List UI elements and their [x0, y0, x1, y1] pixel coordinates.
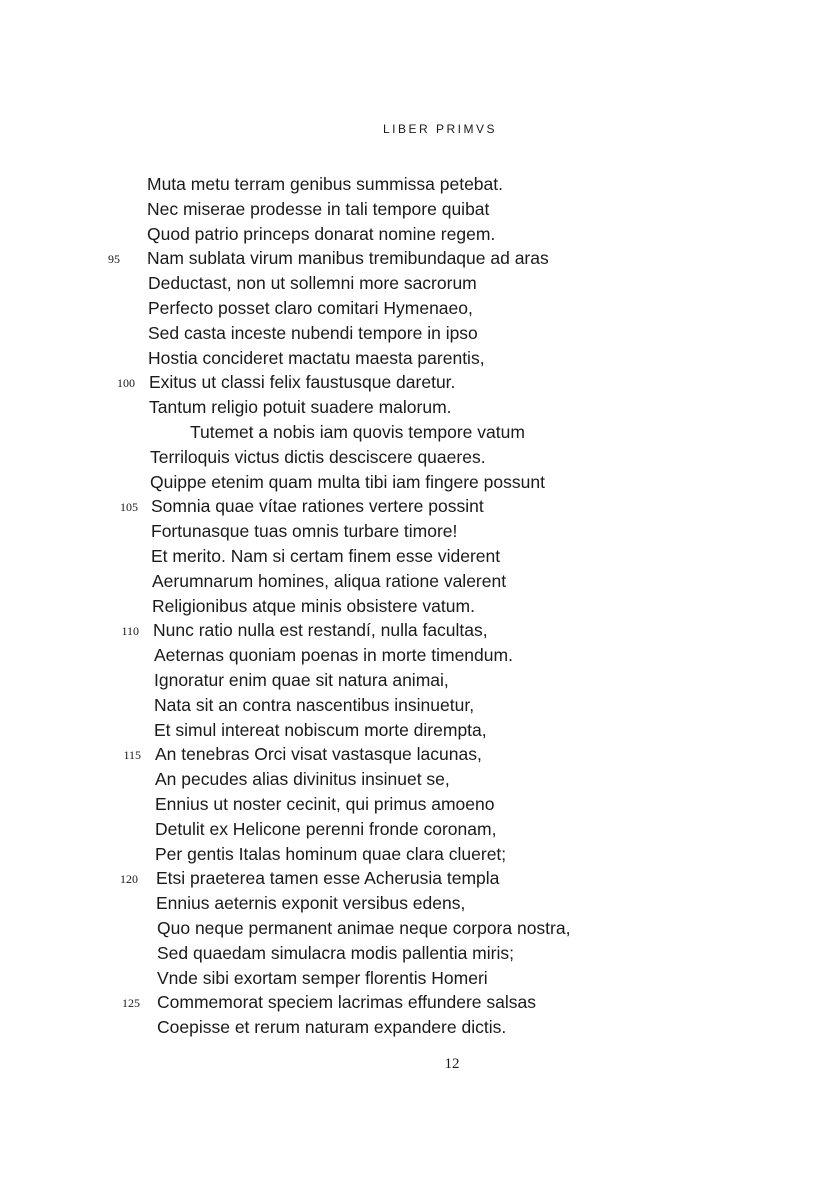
line-number: 105	[120, 500, 138, 515]
verse-text: Ennius aeternis exponit versibus edens,	[156, 893, 466, 914]
verse-text: Aerumnarum homines, aliqua ratione valerent	[152, 570, 507, 591]
verse-line	[0, 271, 840, 296]
page-number: 12	[444, 1056, 460, 1072]
verse-block	[0, 172, 840, 1040]
verse-text: Commemorat speciem lacrimas effundere salsas	[157, 992, 536, 1013]
verse-line	[0, 891, 840, 916]
verse-line	[0, 643, 840, 668]
verse-text: Perfecto posset claro comitari Hymenaeo,	[148, 297, 473, 318]
verse-text: Per gentis Italas hominum quae clara clueret;	[155, 843, 507, 864]
verse-text: Terriloquis victus dictis desciscere quaeres.	[150, 446, 486, 467]
line-number: 115	[123, 748, 141, 763]
verse-line	[0, 370, 840, 395]
verse-line	[0, 395, 840, 420]
verse-line	[0, 445, 840, 470]
verse-line	[0, 966, 840, 991]
verse-text: Nunc ratio nulla est restandí, nulla facultas,	[153, 620, 488, 641]
verse-line	[0, 519, 840, 544]
verse-text: Tantum religio potuit suadere malorum.	[149, 397, 452, 418]
line-number: 95	[108, 252, 120, 267]
verse-text: Coepisse et rerum naturam expandere dictis.	[157, 1017, 507, 1038]
verse-line	[0, 1015, 840, 1040]
verse-line	[0, 990, 840, 1015]
verse-line	[0, 668, 840, 693]
verse-text: An pecudes alias divinitus insinuet se,	[155, 769, 450, 790]
verse-text: Tutemet a nobis iam quovis tempore vatum	[190, 421, 525, 442]
line-number: 100	[117, 376, 135, 391]
verse-line	[0, 817, 840, 842]
verse-line	[0, 866, 840, 891]
verse-line	[0, 792, 840, 817]
verse-line	[0, 172, 840, 197]
verse-text: Fortunasque tuas omnis turbare timore!	[151, 521, 458, 542]
verse-text: Nata sit an contra nascentibus insinuetur,	[154, 694, 475, 715]
verse-text: Vnde sibi exortam semper florentis Homeri	[157, 967, 488, 988]
verse-line	[0, 420, 840, 445]
verse-line	[0, 842, 840, 867]
verse-line	[0, 569, 840, 594]
verse-text: Somnia quae vítae rationes vertere possint	[151, 496, 484, 517]
verse-text: Religionibus atque minis obsistere vatum.	[152, 595, 475, 616]
verse-text: Deductast, non ut sollemni more sacrorum	[148, 273, 477, 294]
verse-text: Nec miserae prodesse in tali tempore quibat	[147, 198, 490, 219]
verse-line	[0, 742, 840, 767]
verse-text: Quod patrio princeps donarat nomine regem.	[147, 223, 496, 244]
verse-line	[0, 346, 840, 371]
line-number: 120	[120, 872, 138, 887]
verse-text: Detulit ex Helicone perenni fronde coronam,	[155, 818, 497, 839]
verse-line	[0, 296, 840, 321]
line-number: 125	[122, 996, 140, 1011]
verse-line	[0, 941, 840, 966]
verse-text: Ignoratur enim quae sit natura animai,	[154, 669, 449, 690]
verse-text: Ennius ut noster cecinit, qui primus amoeno	[155, 793, 495, 814]
verse-line	[0, 222, 840, 247]
verse-text: Etsi praeterea tamen esse Acherusia templa	[156, 868, 500, 889]
verse-line	[0, 618, 840, 643]
line-number: 110	[121, 624, 139, 639]
verse-text: Nam sublata virum manibus tremibundaque ad aras	[147, 248, 549, 269]
verse-line	[0, 594, 840, 619]
verse-line	[0, 544, 840, 569]
verse-line	[0, 718, 840, 743]
verse-text: Et merito. Nam si certam finem esse viderent	[151, 545, 501, 566]
verse-text: Quo neque permanent animae neque corpora nostra,	[157, 917, 571, 938]
verse-text: Aeternas quoniam poenas in morte timendum.	[154, 645, 513, 666]
running-head: LIBER PRIMVS	[382, 122, 498, 136]
verse-line	[0, 470, 840, 495]
verse-line	[0, 197, 840, 222]
verse-line	[0, 321, 840, 346]
verse-text: Et simul intereat nobiscum morte dirempta,	[154, 719, 487, 740]
verse-line	[0, 916, 840, 941]
verse-text: An tenebras Orci visat vastasque lacunas,	[155, 744, 482, 765]
verse-line	[0, 693, 840, 718]
verse-text: Sed casta inceste nubendi tempore in ipso	[148, 322, 478, 343]
verse-line	[0, 494, 840, 519]
verse-line	[0, 767, 840, 792]
verse-text: Exitus ut classi felix faustusque daretur.	[149, 372, 456, 393]
verse-text: Sed quaedam simulacra modis pallentia miris;	[157, 942, 514, 963]
verse-text: Hostia concideret mactatu maesta parentis,	[148, 347, 485, 368]
verse-text: Muta metu terram genibus summissa petebat.	[147, 174, 503, 194]
verse-line	[0, 246, 840, 271]
verse-text: Quippe etenim quam multa tibi iam fingere possunt	[150, 471, 545, 492]
